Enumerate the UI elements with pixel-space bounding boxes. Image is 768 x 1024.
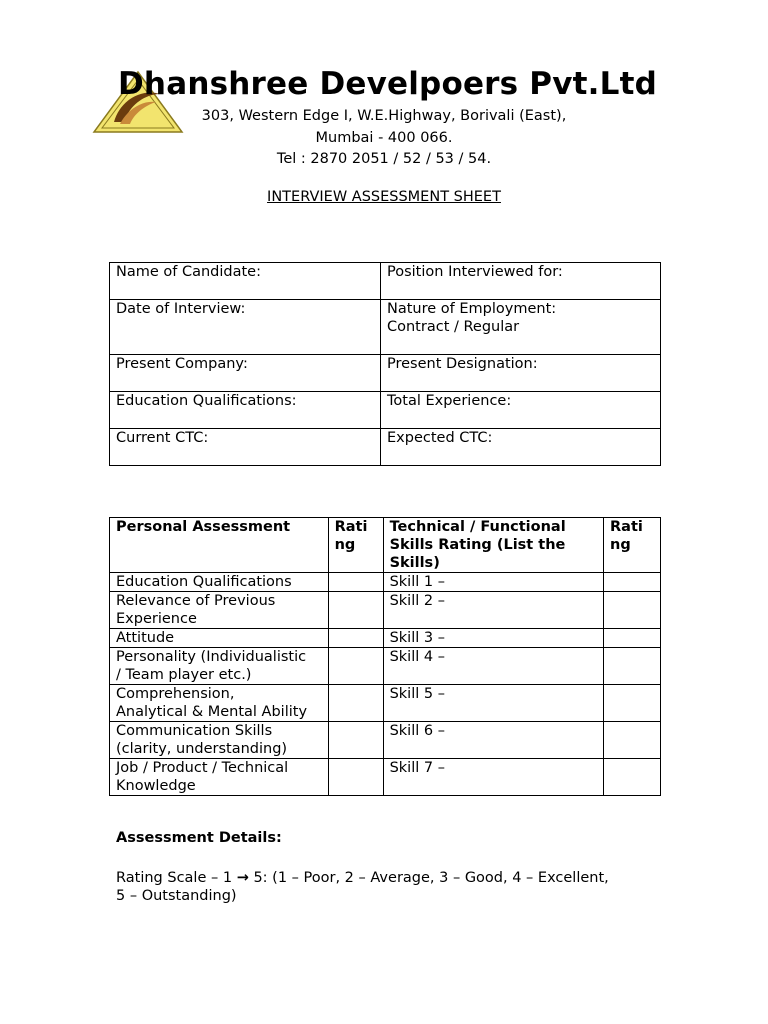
- criterion-text: Comprehension,: [116, 686, 235, 702]
- table-header-row: [110, 518, 661, 573]
- name-of-candidate-cell[interactable]: Name of Candidate:: [110, 263, 381, 300]
- expected-ctc-cell[interactable]: Expected CTC:: [381, 429, 661, 466]
- skill-cell[interactable]: Skill 6 –: [383, 722, 603, 759]
- personal-criterion-cell: [110, 592, 329, 629]
- assessment-details-heading: Assessment Details:: [116, 830, 282, 846]
- total-experience-cell[interactable]: Total Experience:: [381, 392, 661, 429]
- personal-criterion-cell: [110, 685, 329, 722]
- personal-criterion-cell: [110, 648, 329, 685]
- skill-rating-cell[interactable]: [604, 648, 661, 685]
- current-ctc-cell[interactable]: Current CTC:: [110, 429, 381, 466]
- skill-cell[interactable]: Skill 7 –: [383, 759, 603, 796]
- nature-of-employment-options: Contract / Regular: [387, 319, 520, 335]
- technical-header-part: Technical / Functional: [389, 519, 566, 535]
- rating-scale-line2: 5 – Outstanding): [116, 888, 237, 904]
- rating-scale-prefix: Rating Scale – 1: [116, 870, 233, 886]
- rating-header-part: ng: [610, 537, 631, 553]
- criterion-text: / Team player etc.): [116, 667, 252, 683]
- rating-header-part: Rati: [610, 519, 643, 535]
- present-designation-cell[interactable]: Present Designation:: [381, 355, 661, 392]
- table-row: [110, 759, 661, 796]
- technical-rating-header: [604, 518, 661, 573]
- company-name: Dhanshree Develpoers Pvt.Ltd: [118, 66, 657, 102]
- sheet-title: INTERVIEW ASSESSMENT SHEET: [267, 189, 501, 205]
- skill-cell[interactable]: Skill 1 –: [383, 573, 603, 592]
- skill-cell[interactable]: Skill 4 –: [383, 648, 603, 685]
- criterion-text: Knowledge: [116, 778, 196, 794]
- criterion-text: Job / Product / Technical: [116, 760, 289, 776]
- skill-rating-cell[interactable]: [604, 573, 661, 592]
- personal-rating-cell[interactable]: [328, 592, 383, 629]
- nature-of-employment-cell[interactable]: [381, 300, 661, 355]
- personal-rating-cell[interactable]: [328, 648, 383, 685]
- personal-criterion-cell: [110, 629, 329, 648]
- rating-scale-text: [116, 869, 676, 905]
- personal-rating-cell[interactable]: [328, 759, 383, 796]
- skill-cell[interactable]: Skill 2 –: [383, 592, 603, 629]
- criterion-text: Attitude: [116, 630, 175, 646]
- table-row: [110, 429, 661, 466]
- criterion-text: Communication Skills: [116, 723, 273, 739]
- skill-rating-cell[interactable]: [604, 759, 661, 796]
- address-line-2: Mumbai - 400 066.: [315, 130, 453, 146]
- position-interviewed-cell[interactable]: Position Interviewed for:: [381, 263, 661, 300]
- table-row: [110, 648, 661, 685]
- criterion-text: Experience: [116, 611, 197, 627]
- table-row: [110, 592, 661, 629]
- table-row: [110, 355, 661, 392]
- personal-criterion-cell: [110, 759, 329, 796]
- personal-criterion-cell: [110, 573, 329, 592]
- criterion-text: Relevance of Previous: [116, 593, 276, 609]
- personal-criterion-cell: [110, 722, 329, 759]
- personal-rating-header: [328, 518, 383, 573]
- table-row: [110, 300, 661, 355]
- technical-skills-header: [383, 518, 603, 573]
- rating-header-part: ng: [334, 537, 356, 553]
- rating-scale-rest: 5: (1 – Poor, 2 – Average, 3 – Good, 4 – Excellent,: [253, 870, 609, 886]
- candidate-info-table: [109, 262, 661, 466]
- table-row: [110, 722, 661, 759]
- criterion-text: (clarity, understanding): [116, 741, 288, 757]
- personal-rating-cell[interactable]: [328, 722, 383, 759]
- criterion-text: Education Qualifications: [116, 574, 292, 590]
- personal-assessment-header: Personal Assessment: [110, 518, 329, 573]
- skill-cell[interactable]: Skill 3 –: [383, 629, 603, 648]
- skill-rating-cell[interactable]: [604, 592, 661, 629]
- telephone-line: Tel : 2870 2051 / 52 / 53 / 54.: [276, 151, 492, 167]
- address-line-1: 303, Western Edge I, W.E.Highway, Borivali (East),: [201, 108, 567, 124]
- table-row: [110, 629, 661, 648]
- education-qualifications-cell[interactable]: Education Qualifications:: [110, 392, 381, 429]
- rating-header-part: Rati: [334, 519, 368, 535]
- skill-cell[interactable]: Skill 5 –: [383, 685, 603, 722]
- table-row: [110, 573, 661, 592]
- personal-rating-cell[interactable]: [328, 573, 383, 592]
- table-row: [110, 392, 661, 429]
- skill-rating-cell[interactable]: [604, 685, 661, 722]
- skill-rating-cell[interactable]: [604, 722, 661, 759]
- technical-header-part: Skills): [389, 555, 440, 571]
- skill-rating-cell[interactable]: [604, 629, 661, 648]
- present-company-cell[interactable]: Present Company:: [110, 355, 381, 392]
- nature-of-employment-label: Nature of Employment:: [387, 301, 557, 317]
- criterion-text: Personality (Individualistic: [116, 649, 307, 665]
- personal-rating-cell[interactable]: [328, 629, 383, 648]
- arrow-right-icon: →: [236, 870, 249, 886]
- date-of-interview-cell[interactable]: Date of Interview:: [110, 300, 381, 355]
- table-row: [110, 263, 661, 300]
- criterion-text: Analytical & Mental Ability: [116, 704, 308, 720]
- table-row: [110, 685, 661, 722]
- assessment-table: [109, 517, 661, 796]
- technical-header-part: Skills Rating (List the: [389, 537, 566, 553]
- personal-rating-cell[interactable]: [328, 685, 383, 722]
